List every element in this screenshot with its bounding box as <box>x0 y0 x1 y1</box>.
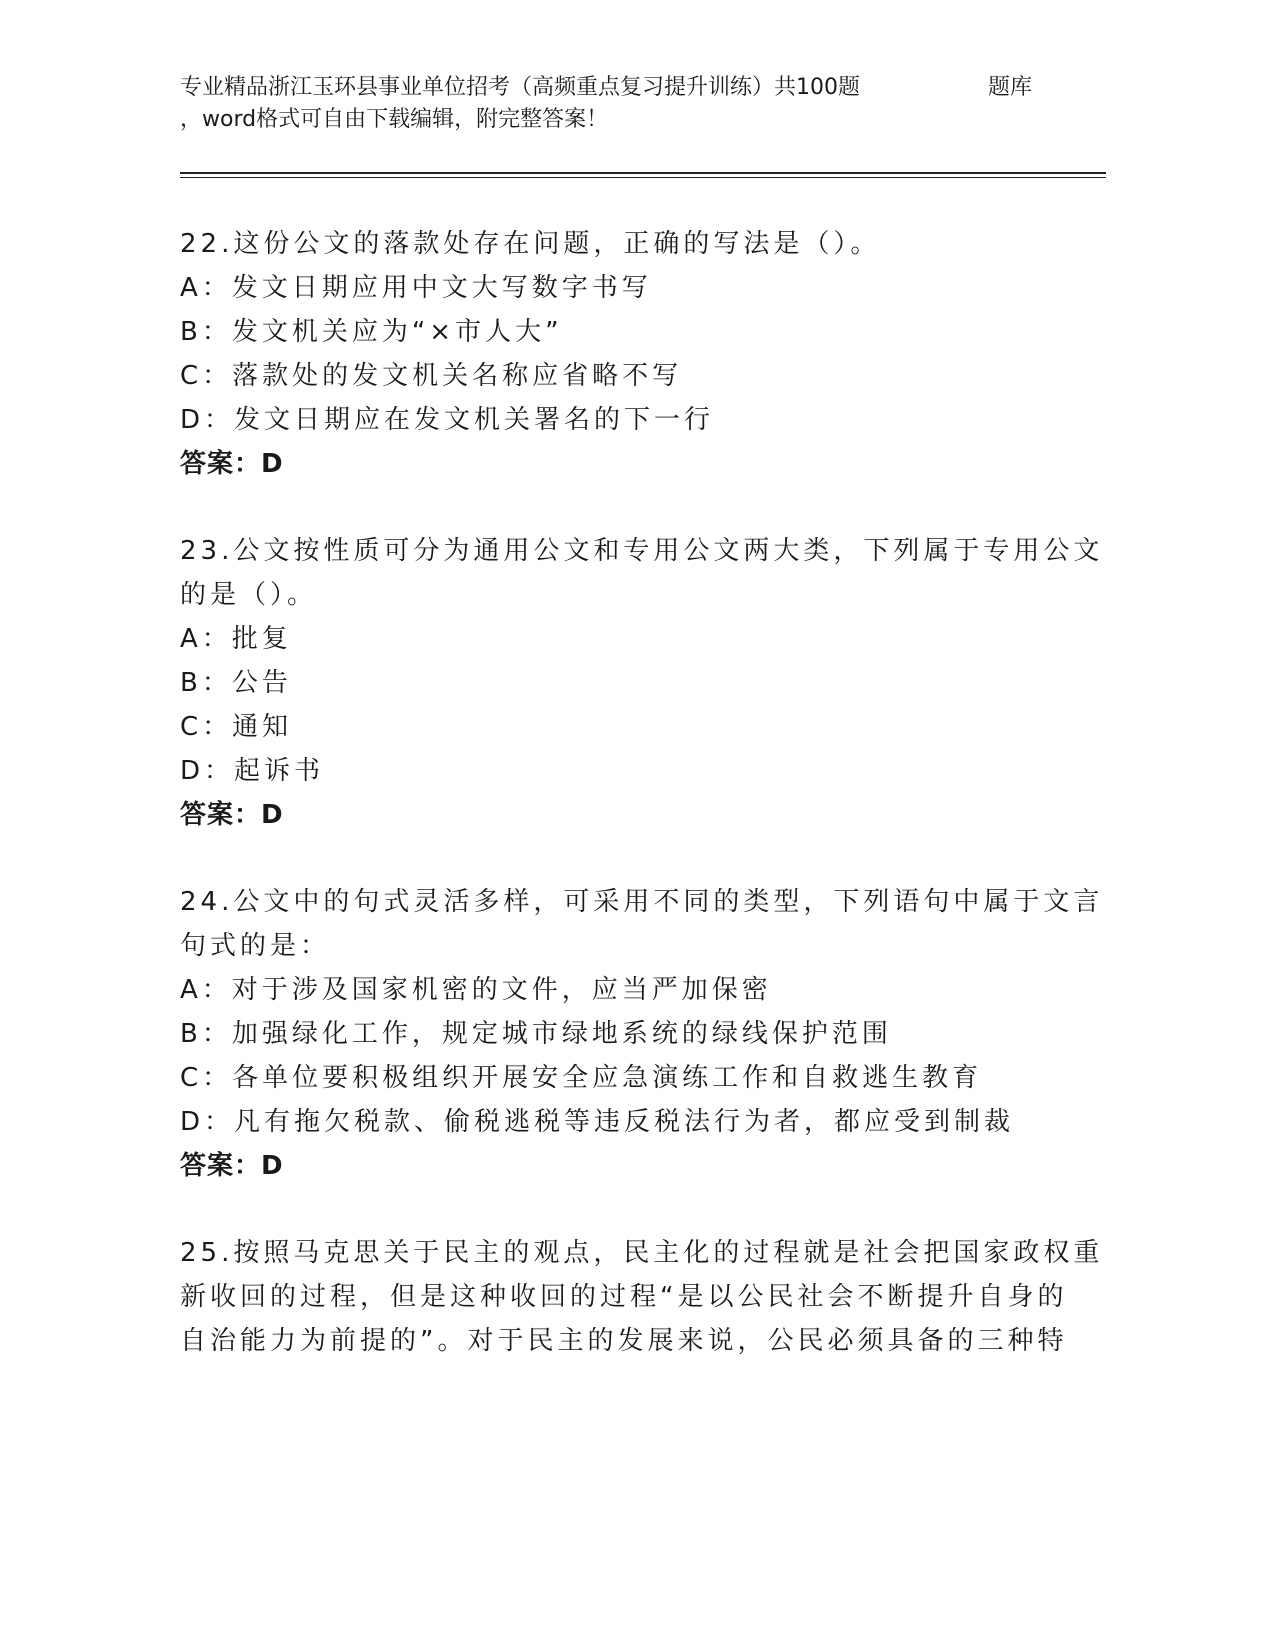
option-c: C：各单位要积极组织开展安全应急演练工作和自救逃生教育 <box>180 1063 983 1093</box>
question-text-line: 的是（）。 <box>180 580 318 610</box>
question-text-line: 23.公文按性质可分为通用公文和专用公文两大类，下列属于专用公文 <box>180 536 1104 566</box>
question-text-line: 新收回的过程，但是这种收回的过程“是以公民社会不断提升自身的 <box>180 1282 1068 1312</box>
header-title-line-1: 专业精品浙江玉环县事业单位招考（高频重点复习提升训练）共100题 <box>180 75 860 100</box>
option-b: B：发文机关应为“×市人大” <box>180 317 563 347</box>
answer-line: 答案：D <box>180 1151 284 1181</box>
question-text-line: 24.公文中的句式灵活多样，可采用不同的类型，下列语句中属于文言 <box>180 887 1104 917</box>
question-text-line: 25.按照马克思关于民主的观点，民主化的过程就是社会把国家政权重 <box>180 1238 1104 1268</box>
header-divider-thin <box>180 177 1106 178</box>
question-22 <box>180 222 1060 486</box>
question-24 <box>180 880 1104 1188</box>
option-b: B：加强绿化工作，规定城市绿地系统的绿线保护范围 <box>180 1019 892 1049</box>
option-c: C：通知 <box>180 712 293 742</box>
option-d: D：发文日期应在发文机关署名的下一行 <box>180 405 715 435</box>
option-a: A：批复 <box>180 624 292 654</box>
option-a: A：对于涉及国家机密的文件，应当严加保密 <box>180 975 772 1005</box>
header-divider-thick <box>180 172 1106 174</box>
header-right-tag: 题库 <box>988 75 1033 100</box>
header-title-line-2: ，word格式可自由下载编辑，附完整答案！ <box>180 107 609 132</box>
header-line-1 <box>180 72 1100 104</box>
question-23 <box>180 529 1104 837</box>
document-body <box>180 222 1104 1406</box>
question-25 <box>180 1231 1104 1363</box>
option-c: C：落款处的发文机关名称应省略不写 <box>180 361 683 391</box>
answer-line: 答案：D <box>180 800 284 830</box>
question-text-line: 句式的是： <box>180 931 331 961</box>
question-text-line: 自治能力为前提的”。对于民主的发展来说，公民必须具备的三种特 <box>180 1326 1068 1356</box>
option-d: D：起诉书 <box>180 756 325 786</box>
option-a: A：发文日期应用中文大写数字书写 <box>180 273 652 303</box>
question-text-line: 22.这份公文的落款处存在问题，正确的写法是（）。 <box>180 229 881 259</box>
answer-line: 答案：D <box>180 449 284 479</box>
option-b: B：公告 <box>180 668 292 698</box>
option-d: D：凡有拖欠税款、偷税逃税等违反税法行为者，都应受到制裁 <box>180 1107 1015 1137</box>
document-header <box>180 72 1100 136</box>
